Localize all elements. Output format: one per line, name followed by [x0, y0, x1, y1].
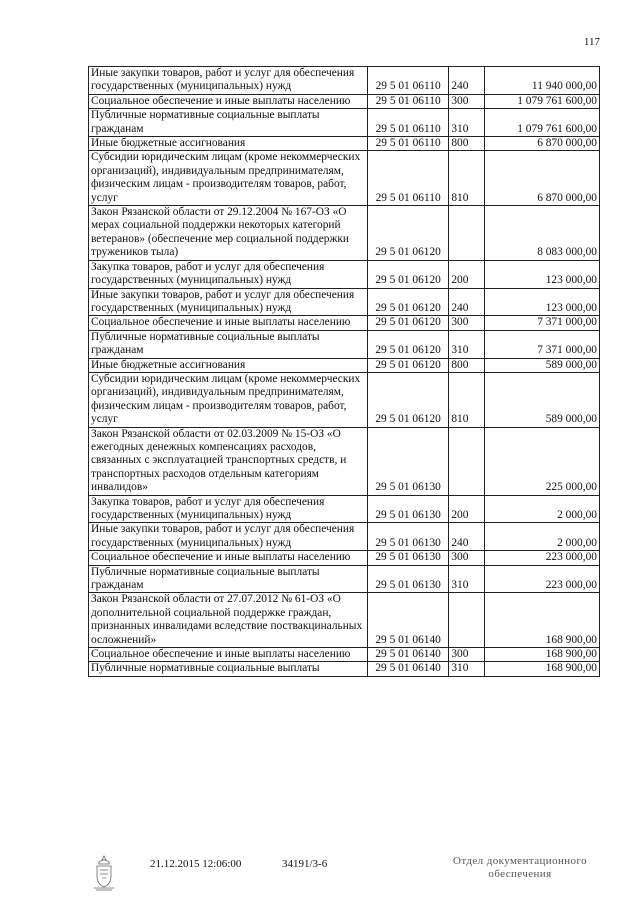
table-row: [89, 94, 600, 108]
stamp-line-1: Отдел документационного: [452, 855, 587, 867]
row-expense-type-cell: 300: [449, 316, 485, 330]
row-name-cell: Закон Рязанской области от 29.12.2004 № 167-ОЗ «О мерах социальной поддержки некоторых категорий ветеранов» (обеспечение мер социальной поддержки тружеников тыла): [89, 206, 368, 261]
row-expense-type-cell: 200: [449, 260, 485, 288]
row-code-cell: 29 5 01 06120: [367, 358, 448, 372]
table-row: [89, 565, 600, 593]
row-amount-cell: 123 000,00: [484, 260, 599, 288]
row-amount-cell: 11 940 000,00: [484, 67, 599, 95]
table-row: [89, 109, 600, 137]
row-amount-cell: 168 900,00: [484, 662, 599, 676]
row-expense-type-cell: 310: [449, 109, 485, 137]
row-expense-type-cell: 310: [449, 330, 485, 358]
row-name-cell: Публичные нормативные социальные выплаты: [89, 662, 368, 676]
row-amount-cell: 223 000,00: [484, 551, 599, 565]
budget-table: [88, 66, 600, 677]
row-expense-type-cell: 800: [449, 137, 485, 151]
table-row: [89, 316, 600, 330]
row-name-cell: Закупка товаров, работ и услуг для обеспечения государственных (муниципальных) нужд: [89, 260, 368, 288]
row-name-cell: Иные бюджетные ассигнования: [89, 358, 368, 372]
table-row: [89, 523, 600, 551]
row-name-cell: Социальное обеспечение и иные выплаты населению: [89, 551, 368, 565]
row-expense-type-cell: [449, 206, 485, 261]
table-row: [89, 551, 600, 565]
row-name-cell: Социальное обеспечение и иные выплаты населению: [89, 94, 368, 108]
row-name-cell: Иные закупки товаров, работ и услуг для обеспечения государственных (муниципальных) нужд: [89, 523, 368, 551]
row-amount-cell: 1 079 761 600,00: [484, 109, 599, 137]
budget-table-body: [89, 67, 600, 677]
row-code-cell: 29 5 01 06110: [367, 151, 448, 206]
row-amount-cell: 225 000,00: [484, 427, 599, 495]
row-amount-cell: 1 079 761 600,00: [484, 94, 599, 108]
table-row: [89, 358, 600, 372]
row-expense-type-cell: 300: [449, 551, 485, 565]
row-amount-cell: 589 000,00: [484, 358, 599, 372]
row-code-cell: 29 5 01 06130: [367, 495, 448, 523]
row-code-cell: 29 5 01 06120: [367, 206, 448, 261]
row-code-cell: 29 5 01 06140: [367, 593, 448, 648]
table-row: [89, 427, 600, 495]
row-name-cell: Закон Рязанской области от 27.07.2012 № 61-ОЗ «О дополнительной социальной поддержке граждан, признанных инвалидами вследствие поствакцинальных осложнений»: [89, 593, 368, 648]
footer-doc-number: 34191/3-6: [282, 858, 328, 870]
row-code-cell: 29 5 01 06130: [367, 551, 448, 565]
row-amount-cell: 7 371 000,00: [484, 330, 599, 358]
row-code-cell: 29 5 01 06140: [367, 648, 448, 662]
row-code-cell: 29 5 01 06140: [367, 662, 448, 676]
row-name-cell: Социальное обеспечение и иные выплаты населению: [89, 316, 368, 330]
row-code-cell: 29 5 01 06120: [367, 260, 448, 288]
row-expense-type-cell: 240: [449, 523, 485, 551]
table-row: [89, 372, 600, 427]
row-expense-type-cell: 300: [449, 648, 485, 662]
page-footer: [0, 848, 640, 898]
coat-of-arms-icon: [90, 854, 118, 892]
row-amount-cell: 2 000,00: [484, 523, 599, 551]
row-expense-type-cell: 310: [449, 565, 485, 593]
footer-datetime: 21.12.2015 12:06:00: [150, 858, 242, 870]
row-amount-cell: 589 000,00: [484, 372, 599, 427]
row-expense-type-cell: 240: [449, 288, 485, 316]
table-row: [89, 495, 600, 523]
row-name-cell: Публичные нормативные социальные выплаты гражданам: [89, 330, 368, 358]
row-name-cell: Социальное обеспечение и иные выплаты населению: [89, 648, 368, 662]
row-amount-cell: 168 900,00: [484, 648, 599, 662]
row-amount-cell: 8 083 000,00: [484, 206, 599, 261]
table-row: [89, 206, 600, 261]
row-code-cell: 29 5 01 06110: [367, 137, 448, 151]
row-name-cell: Закупка товаров, работ и услуг для обеспечения государственных (муниципальных) нужд: [89, 495, 368, 523]
row-expense-type-cell: 800: [449, 358, 485, 372]
row-code-cell: 29 5 01 06130: [367, 523, 448, 551]
row-code-cell: 29 5 01 06110: [367, 109, 448, 137]
table-row: [89, 593, 600, 648]
row-expense-type-cell: [449, 427, 485, 495]
row-name-cell: Иные закупки товаров, работ и услуг для обеспечения государственных (муниципальных) нужд: [89, 288, 368, 316]
row-amount-cell: 2 000,00: [484, 495, 599, 523]
row-code-cell: 29 5 01 06130: [367, 565, 448, 593]
row-name-cell: Публичные нормативные социальные выплаты гражданам: [89, 565, 368, 593]
row-expense-type-cell: [449, 593, 485, 648]
row-name-cell: Субсидии юридическим лицам (кроме некоммерческих организаций), индивидуальным предпринимателям, физическим лицам - производителям товаров, работ, услуг: [89, 151, 368, 206]
row-amount-cell: 123 000,00: [484, 288, 599, 316]
table-row: [89, 67, 600, 95]
table-row: [89, 288, 600, 316]
row-amount-cell: 6 870 000,00: [484, 151, 599, 206]
table-row: [89, 151, 600, 206]
row-name-cell: Иные закупки товаров, работ и услуг для обеспечения государственных (муниципальных) нужд: [89, 67, 368, 95]
row-expense-type-cell: 200: [449, 495, 485, 523]
row-amount-cell: 6 870 000,00: [484, 137, 599, 151]
row-code-cell: 29 5 01 06120: [367, 330, 448, 358]
row-name-cell: Иные бюджетные ассигнования: [89, 137, 368, 151]
row-code-cell: 29 5 01 06110: [367, 67, 448, 95]
table-row: [89, 330, 600, 358]
row-code-cell: 29 5 01 06120: [367, 316, 448, 330]
table-row: [89, 260, 600, 288]
row-name-cell: Закон Рязанской области от 02.03.2009 № 15-ОЗ «О ежегодных денежных компенсациях расходов, связанных с эксплуатацией транспортных средств, и транспортных расходов отдельным категориям инвалидов»: [89, 427, 368, 495]
row-amount-cell: 168 900,00: [484, 593, 599, 648]
page-number: 117: [583, 36, 600, 48]
stamp-line-2: обеспечения: [488, 868, 552, 880]
department-stamp: [440, 855, 600, 881]
row-expense-type-cell: 810: [449, 151, 485, 206]
table-row: [89, 662, 600, 676]
row-code-cell: 29 5 01 06120: [367, 372, 448, 427]
row-expense-type-cell: 810: [449, 372, 485, 427]
row-expense-type-cell: 240: [449, 67, 485, 95]
row-expense-type-cell: 300: [449, 94, 485, 108]
row-expense-type-cell: 310: [449, 662, 485, 676]
row-code-cell: 29 5 01 06130: [367, 427, 448, 495]
table-row: [89, 137, 600, 151]
row-name-cell: Публичные нормативные социальные выплаты гражданам: [89, 109, 368, 137]
row-code-cell: 29 5 01 06120: [367, 288, 448, 316]
table-row: [89, 648, 600, 662]
row-amount-cell: 223 000,00: [484, 565, 599, 593]
row-amount-cell: 7 371 000,00: [484, 316, 599, 330]
row-code-cell: 29 5 01 06110: [367, 94, 448, 108]
row-name-cell: Субсидии юридическим лицам (кроме некоммерческих организаций), индивидуальным предпринимателям, физическим лицам - производителям товаров, работ, услуг: [89, 372, 368, 427]
